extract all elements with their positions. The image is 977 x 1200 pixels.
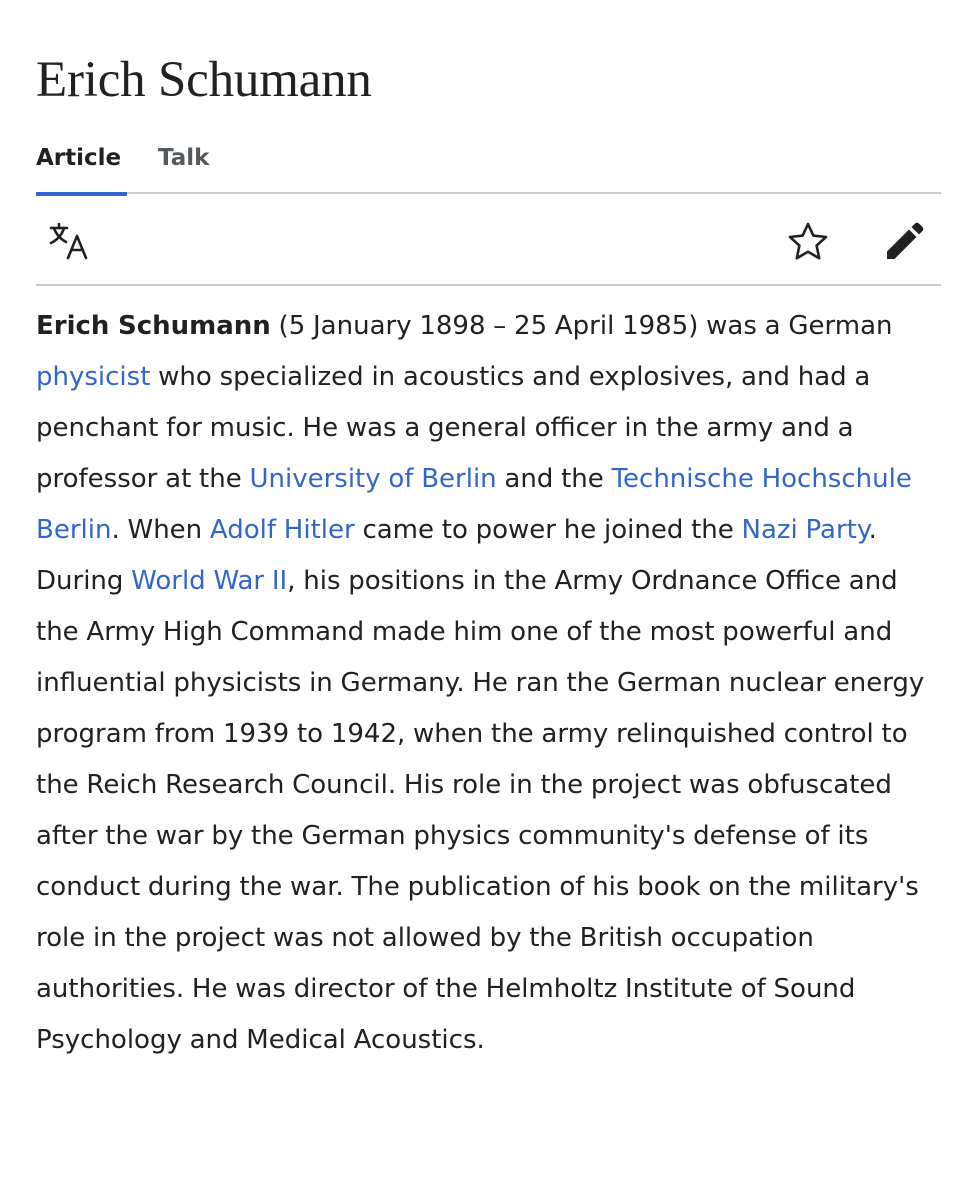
text-span: . During xyxy=(36,515,877,596)
text-span: who specialized in acoustics and explosives, and had a penchant for music. He was a general officer in the army and a professor at the xyxy=(36,362,871,494)
watch-button[interactable] xyxy=(786,220,830,264)
page-actions-toolbar xyxy=(36,194,941,286)
language-button[interactable] xyxy=(48,220,92,264)
page-title: Erich Schumann xyxy=(36,52,372,108)
pencil-icon xyxy=(882,220,926,264)
text-span: . When xyxy=(111,515,210,545)
link-nazi-party[interactable]: Nazi Party xyxy=(741,515,869,545)
tab-talk[interactable]: Talk xyxy=(158,145,210,171)
text-span: (5 January 1898 – 25 April 1985) was a German xyxy=(270,311,893,341)
article-subject: Erich Schumann xyxy=(36,311,271,341)
text-span: and the xyxy=(496,464,612,494)
text-span: came to power he joined the xyxy=(354,515,742,545)
link-physicist[interactable]: physicist xyxy=(36,362,151,392)
link-world-war-ii[interactable]: World War II xyxy=(131,566,288,596)
article-lead-paragraph xyxy=(36,301,941,1066)
star-icon xyxy=(786,220,830,264)
edit-button[interactable] xyxy=(882,220,926,264)
link-adolf-hitler[interactable]: Adolf Hitler xyxy=(209,515,355,545)
link-university-of-berlin[interactable]: University of Berlin xyxy=(249,464,497,494)
tab-article[interactable]: Article xyxy=(36,140,127,196)
link-technische-hochschule-berlin[interactable]: Technische Hochschule Berlin xyxy=(36,464,912,545)
text-span: , his positions in the Army Ordnance Office and the Army High Command made him one of the most powerful and influential physicists in Germany. He ran the German nuclear energy program from 1939 to 1942, when the army relinquished control to the Reich Research Council. His role in the project was obfuscated after the war by the German physics community's defense of its conduct during the war. The publication of his book on the military's role in the project was not allowed by the British occupation authorities. He was director of the Helmholtz Institute of Sound Psychology and Medical Acoustics. xyxy=(36,566,925,1055)
namespace-tabs xyxy=(36,140,941,194)
language-icon xyxy=(48,220,92,264)
